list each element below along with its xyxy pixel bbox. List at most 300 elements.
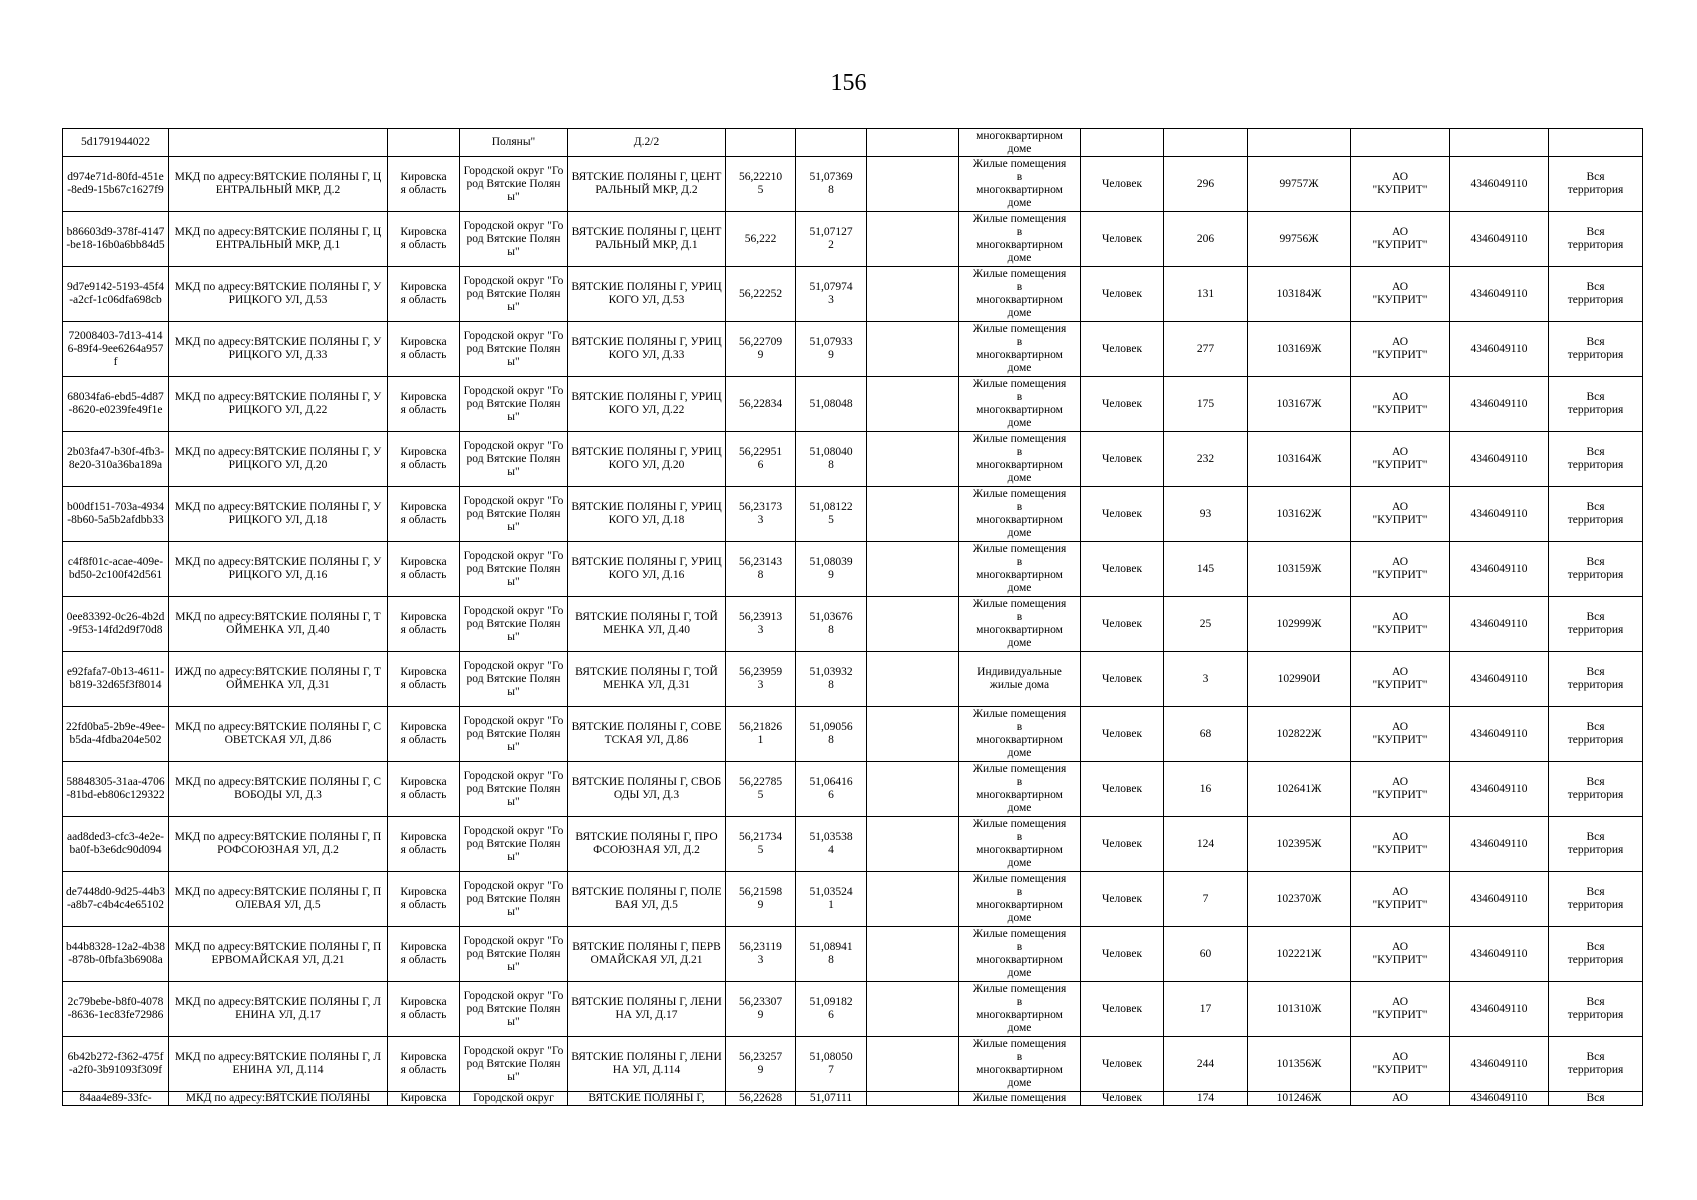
region-cell: Кировска я область	[388, 872, 460, 927]
longitude-cell: 51,07127 2	[796, 212, 867, 267]
count-cell: 131	[1164, 267, 1248, 322]
premises-type-cell: Индивидуальные жилые дома	[959, 652, 1081, 707]
longitude-cell: 51,08040 8	[796, 432, 867, 487]
object-name-cell: МКД по адресу:ВЯТСКИЕ ПОЛЯНЫ Г, ЦЕНТРАЛЬНЫЙ МКР, Д.2	[169, 157, 388, 212]
inn-cell: 4346049110	[1450, 377, 1549, 432]
object-code-cell: 103184Ж	[1248, 267, 1351, 322]
premises-type-cell: Жилые помещения в многоквартирном доме	[959, 707, 1081, 762]
latitude-cell: 56,23173 3	[726, 487, 796, 542]
empty-cell	[867, 487, 959, 542]
inn-cell: 4346049110	[1450, 927, 1549, 982]
object-id-cell: e92fafa7-0b13-4611-b819-32d65f3f8014	[63, 652, 169, 707]
longitude-cell	[796, 129, 867, 157]
latitude-cell: 56,22709 9	[726, 322, 796, 377]
unit-cell: Человек	[1081, 1037, 1164, 1092]
object-id-cell: 22fd0ba5-2b9e-49ee-b5da-4fdba204e502	[63, 707, 169, 762]
inn-cell: 4346049110	[1450, 1037, 1549, 1092]
territory-cell: Вся территория	[1549, 487, 1643, 542]
latitude-cell: 56,23119 3	[726, 927, 796, 982]
empty-cell	[867, 267, 959, 322]
organization-cell: АО "КУПРИТ"	[1351, 872, 1450, 927]
inn-cell: 4346049110	[1450, 1092, 1549, 1106]
premises-type-cell: Жилые помещения в многоквартирном доме	[959, 487, 1081, 542]
table-row	[63, 817, 1643, 872]
table-row	[63, 762, 1643, 817]
unit-cell: Человек	[1081, 377, 1164, 432]
object-code-cell: 103159Ж	[1248, 542, 1351, 597]
object-name-cell: МКД по адресу:ВЯТСКИЕ ПОЛЯНЫ Г, СОВЕТСКАЯ УЛ, Д.86	[169, 707, 388, 762]
address-cell: ВЯТСКИЕ ПОЛЯНЫ Г, ТОЙМЕНКА УЛ, Д.31	[568, 652, 726, 707]
count-cell: 3	[1164, 652, 1248, 707]
organization-cell: АО "КУПРИТ"	[1351, 817, 1450, 872]
territory-cell: Вся территория	[1549, 762, 1643, 817]
table-row	[63, 1037, 1643, 1092]
district-cell: Городской округ "Город Вятские Поляны"	[460, 157, 568, 212]
territory-cell: Вся территория	[1549, 817, 1643, 872]
object-id-cell: 2b03fa47-b30f-4fb3-8e20-310a36ba189a	[63, 432, 169, 487]
count-cell: 174	[1164, 1092, 1248, 1106]
inn-cell: 4346049110	[1450, 652, 1549, 707]
region-cell: Кировска я область	[388, 597, 460, 652]
premises-type-cell: Жилые помещения в многоквартирном доме	[959, 322, 1081, 377]
region-cell: Кировска я область	[388, 267, 460, 322]
table-row	[63, 542, 1643, 597]
territory-cell: Вся территория	[1549, 982, 1643, 1037]
object-id-cell: 58848305-31aa-4706-81bd-eb806c129322	[63, 762, 169, 817]
latitude-cell: 56,222	[726, 212, 796, 267]
object-name-cell: МКД по адресу:ВЯТСКИЕ ПОЛЯНЫ Г, УРИЦКОГО УЛ, Д.53	[169, 267, 388, 322]
region-cell: Кировска я область	[388, 487, 460, 542]
territory-cell: Вся территория	[1549, 542, 1643, 597]
object-code-cell: 99756Ж	[1248, 212, 1351, 267]
district-cell: Городской округ "Город Вятские Поляны"	[460, 927, 568, 982]
address-cell: ВЯТСКИЕ ПОЛЯНЫ Г, ЛЕНИНА УЛ, Д.17	[568, 982, 726, 1037]
address-cell: ВЯТСКИЕ ПОЛЯНЫ Г, УРИЦКОГО УЛ, Д.53	[568, 267, 726, 322]
district-cell: Городской округ "Город Вятские Поляны"	[460, 212, 568, 267]
latitude-cell: 56,22252	[726, 267, 796, 322]
address-cell: ВЯТСКИЕ ПОЛЯНЫ Г, СВОБОДЫ УЛ, Д.3	[568, 762, 726, 817]
territory-cell: Вся территория	[1549, 322, 1643, 377]
inn-cell: 4346049110	[1450, 762, 1549, 817]
latitude-cell: 56,22951 6	[726, 432, 796, 487]
unit-cell: Человек	[1081, 652, 1164, 707]
latitude-cell: 56,21826 1	[726, 707, 796, 762]
address-cell: ВЯТСКИЕ ПОЛЯНЫ Г, УРИЦКОГО УЛ, Д.20	[568, 432, 726, 487]
region-cell: Кировска я область	[388, 707, 460, 762]
object-code-cell: 102822Ж	[1248, 707, 1351, 762]
table-row	[63, 487, 1643, 542]
latitude-cell: 56,22210 5	[726, 157, 796, 212]
object-code-cell: 103169Ж	[1248, 322, 1351, 377]
inn-cell: 4346049110	[1450, 707, 1549, 762]
object-name-cell: МКД по адресу:ВЯТСКИЕ ПОЛЯНЫ Г, ЛЕНИНА УЛ, Д.17	[169, 982, 388, 1037]
organization-cell: АО "КУПРИТ"	[1351, 927, 1450, 982]
district-cell: Городской округ "Город Вятские Поляны"	[460, 377, 568, 432]
object-name-cell: МКД по адресу:ВЯТСКИЕ ПОЛЯНЫ Г, СВОБОДЫ УЛ, Д.3	[169, 762, 388, 817]
territory-cell: Вся территория	[1549, 267, 1643, 322]
latitude-cell: 56,23257 9	[726, 1037, 796, 1092]
table-row	[63, 377, 1643, 432]
region-cell: Кировска	[388, 1092, 460, 1106]
district-cell: Городской округ "Город Вятские Поляны"	[460, 1037, 568, 1092]
organization-cell: АО "КУПРИТ"	[1351, 212, 1450, 267]
longitude-cell: 51,03538 4	[796, 817, 867, 872]
territory-cell: Вся территория	[1549, 432, 1643, 487]
premises-type-cell: Жилые помещения в многоквартирном доме	[959, 1037, 1081, 1092]
inn-cell: 4346049110	[1450, 597, 1549, 652]
table-row	[63, 322, 1643, 377]
address-cell: ВЯТСКИЕ ПОЛЯНЫ Г, СОВЕТСКАЯ УЛ, Д.86	[568, 707, 726, 762]
object-id-cell: b00df151-703a-4934-8b60-5a5b2afdbb33	[63, 487, 169, 542]
object-id-cell: 9d7e9142-5193-45f4-a2cf-1c06dfa698cb	[63, 267, 169, 322]
table-row	[63, 212, 1643, 267]
registry-table-body	[63, 129, 1643, 1106]
district-cell: Городской округ "Город Вятские Поляны"	[460, 872, 568, 927]
territory-cell: Вся территория	[1549, 597, 1643, 652]
unit-cell: Человек	[1081, 707, 1164, 762]
object-id-cell: 84aa4e89-33fc-	[63, 1092, 169, 1106]
district-cell: Городской округ "Город Вятские Поляны"	[460, 982, 568, 1037]
premises-type-cell: Жилые помещения в многоквартирном доме	[959, 212, 1081, 267]
unit-cell: Человек	[1081, 817, 1164, 872]
unit-cell	[1081, 129, 1164, 157]
unit-cell: Человек	[1081, 872, 1164, 927]
unit-cell: Человек	[1081, 322, 1164, 377]
object-id-cell: 72008403-7d13-4146-89f4-9ee6264a957f	[63, 322, 169, 377]
count-cell: 244	[1164, 1037, 1248, 1092]
object-id-cell: b44b8328-12a2-4b38-878b-0fbfa3b6908a	[63, 927, 169, 982]
organization-cell: АО "КУПРИТ"	[1351, 982, 1450, 1037]
address-cell: ВЯТСКИЕ ПОЛЯНЫ Г, ТОЙМЕНКА УЛ, Д.40	[568, 597, 726, 652]
unit-cell: Человек	[1081, 542, 1164, 597]
object-code-cell: 103167Ж	[1248, 377, 1351, 432]
empty-cell	[867, 762, 959, 817]
object-code-cell: 99757Ж	[1248, 157, 1351, 212]
unit-cell: Человек	[1081, 267, 1164, 322]
premises-type-cell: Жилые помещения в многоквартирном доме	[959, 762, 1081, 817]
territory-cell: Вся территория	[1549, 927, 1643, 982]
region-cell	[388, 129, 460, 157]
empty-cell	[867, 129, 959, 157]
table-row	[63, 267, 1643, 322]
longitude-cell: 51,09056 8	[796, 707, 867, 762]
unit-cell: Человек	[1081, 927, 1164, 982]
table-row	[63, 652, 1643, 707]
longitude-cell: 51,03524 1	[796, 872, 867, 927]
count-cell: 25	[1164, 597, 1248, 652]
count-cell: 277	[1164, 322, 1248, 377]
premises-type-cell: многоквартирном доме	[959, 129, 1081, 157]
table-row	[63, 982, 1643, 1037]
address-cell: Д.2/2	[568, 129, 726, 157]
organization-cell: АО "КУПРИТ"	[1351, 597, 1450, 652]
unit-cell: Человек	[1081, 597, 1164, 652]
object-name-cell: МКД по адресу:ВЯТСКИЕ ПОЛЯНЫ Г, ПЕРВОМАЙСКАЯ УЛ, Д.21	[169, 927, 388, 982]
count-cell: 296	[1164, 157, 1248, 212]
organization-cell: АО "КУПРИТ"	[1351, 652, 1450, 707]
premises-type-cell: Жилые помещения в многоквартирном доме	[959, 542, 1081, 597]
page-number: 156	[830, 70, 867, 96]
inn-cell: 4346049110	[1450, 267, 1549, 322]
object-id-cell: 0ee83392-0c26-4b2d-9f53-14fd2d9f70d8	[63, 597, 169, 652]
empty-cell	[867, 322, 959, 377]
region-cell: Кировска я область	[388, 982, 460, 1037]
organization-cell: АО "КУПРИТ"	[1351, 432, 1450, 487]
district-cell: Городской округ "Город Вятские Поляны"	[460, 817, 568, 872]
inn-cell	[1450, 129, 1549, 157]
latitude-cell	[726, 129, 796, 157]
object-name-cell: МКД по адресу:ВЯТСКИЕ ПОЛЯНЫ Г, УРИЦКОГО УЛ, Д.16	[169, 542, 388, 597]
latitude-cell: 56,23143 8	[726, 542, 796, 597]
longitude-cell: 51,07974 3	[796, 267, 867, 322]
district-cell: Городской округ "Город Вятские Поляны"	[460, 762, 568, 817]
region-cell: Кировска я область	[388, 212, 460, 267]
premises-type-cell: Жилые помещения в многоквартирном доме	[959, 377, 1081, 432]
territory-cell: Вся территория	[1549, 707, 1643, 762]
count-cell	[1164, 129, 1248, 157]
district-cell: Городской округ "Город Вятские Поляны"	[460, 487, 568, 542]
object-id-cell: b86603d9-378f-4147-be18-16b0a6bb84d5	[63, 212, 169, 267]
territory-cell: Вся территория	[1549, 212, 1643, 267]
longitude-cell: 51,03676 8	[796, 597, 867, 652]
object-code-cell: 102221Ж	[1248, 927, 1351, 982]
premises-type-cell: Жилые помещения в многоквартирном доме	[959, 927, 1081, 982]
table-row	[63, 597, 1643, 652]
inn-cell: 4346049110	[1450, 157, 1549, 212]
empty-cell	[867, 927, 959, 982]
count-cell: 175	[1164, 377, 1248, 432]
object-id-cell: aad8ded3-cfc3-4e2e-ba0f-b3e6dc90d094	[63, 817, 169, 872]
inn-cell: 4346049110	[1450, 817, 1549, 872]
premises-type-cell: Жилые помещения в многоквартирном доме	[959, 432, 1081, 487]
inn-cell: 4346049110	[1450, 542, 1549, 597]
address-cell: ВЯТСКИЕ ПОЛЯНЫ Г, ЛЕНИНА УЛ, Д.114	[568, 1037, 726, 1092]
unit-cell: Человек	[1081, 487, 1164, 542]
address-cell: ВЯТСКИЕ ПОЛЯНЫ Г, ЦЕНТРАЛЬНЫЙ МКР, Д.2	[568, 157, 726, 212]
object-name-cell: МКД по адресу:ВЯТСКИЕ ПОЛЯНЫ Г, ПОЛЕВАЯ УЛ, Д.5	[169, 872, 388, 927]
unit-cell: Человек	[1081, 212, 1164, 267]
territory-cell	[1549, 129, 1643, 157]
latitude-cell: 56,21734 5	[726, 817, 796, 872]
organization-cell: АО "КУПРИТ"	[1351, 542, 1450, 597]
latitude-cell: 56,23307 9	[726, 982, 796, 1037]
object-id-cell: c4f8f01c-acae-409e-bd50-2c100f42d561	[63, 542, 169, 597]
district-cell: Городской округ "Город Вятские Поляны"	[460, 542, 568, 597]
inn-cell: 4346049110	[1450, 432, 1549, 487]
object-code-cell: 103164Ж	[1248, 432, 1351, 487]
count-cell: 60	[1164, 927, 1248, 982]
object-code-cell: 103162Ж	[1248, 487, 1351, 542]
latitude-cell: 56,22628	[726, 1092, 796, 1106]
object-id-cell: 2c79bebe-b8f0-4078-8636-1ec83fe72986	[63, 982, 169, 1037]
longitude-cell: 51,07369 8	[796, 157, 867, 212]
table-row	[63, 707, 1643, 762]
table-row	[63, 1092, 1643, 1106]
territory-cell: Вся территория	[1549, 157, 1643, 212]
inn-cell: 4346049110	[1450, 212, 1549, 267]
object-code-cell	[1248, 129, 1351, 157]
organization-cell: АО "КУПРИТ"	[1351, 487, 1450, 542]
count-cell: 145	[1164, 542, 1248, 597]
empty-cell	[867, 707, 959, 762]
count-cell: 7	[1164, 872, 1248, 927]
inn-cell: 4346049110	[1450, 982, 1549, 1037]
longitude-cell: 51,08941 8	[796, 927, 867, 982]
empty-cell	[867, 157, 959, 212]
premises-type-cell: Жилые помещения в многоквартирном доме	[959, 597, 1081, 652]
region-cell: Кировска я область	[388, 817, 460, 872]
premises-type-cell: Жилые помещения в многоквартирном доме	[959, 157, 1081, 212]
organization-cell: АО "КУПРИТ"	[1351, 322, 1450, 377]
premises-type-cell: Жилые помещения в многоквартирном доме	[959, 872, 1081, 927]
table-row	[63, 157, 1643, 212]
longitude-cell: 51,08048	[796, 377, 867, 432]
table-row	[63, 927, 1643, 982]
latitude-cell: 56,21598 9	[726, 872, 796, 927]
organization-cell	[1351, 129, 1450, 157]
district-cell: Городской округ "Город Вятские Поляны"	[460, 432, 568, 487]
object-name-cell: МКД по адресу:ВЯТСКИЕ ПОЛЯНЫ Г, УРИЦКОГО УЛ, Д.22	[169, 377, 388, 432]
object-code-cell: 101246Ж	[1248, 1092, 1351, 1106]
region-cell: Кировска я область	[388, 652, 460, 707]
count-cell: 232	[1164, 432, 1248, 487]
empty-cell	[867, 597, 959, 652]
inn-cell: 4346049110	[1450, 487, 1549, 542]
object-id-cell: de7448d0-9d25-44b3-a8b7-c4b4c4e65102	[63, 872, 169, 927]
object-code-cell: 102395Ж	[1248, 817, 1351, 872]
unit-cell: Человек	[1081, 432, 1164, 487]
address-cell: ВЯТСКИЕ ПОЛЯНЫ Г, УРИЦКОГО УЛ, Д.16	[568, 542, 726, 597]
empty-cell	[867, 377, 959, 432]
table-row	[63, 432, 1643, 487]
premises-type-cell: Жилые помещения в многоквартирном доме	[959, 982, 1081, 1037]
organization-cell: АО "КУПРИТ"	[1351, 267, 1450, 322]
empty-cell	[867, 982, 959, 1037]
empty-cell	[867, 1092, 959, 1106]
count-cell: 16	[1164, 762, 1248, 817]
object-id-cell: d974e71d-80fd-451e-8ed9-15b67c1627f9	[63, 157, 169, 212]
object-name-cell	[169, 129, 388, 157]
district-cell: Городской округ "Город Вятские Поляны"	[460, 707, 568, 762]
address-cell: ВЯТСКИЕ ПОЛЯНЫ Г, ПРОФСОЮЗНАЯ УЛ, Д.2	[568, 817, 726, 872]
region-cell: Кировска я область	[388, 322, 460, 377]
address-cell: ВЯТСКИЕ ПОЛЯНЫ Г, УРИЦКОГО УЛ, Д.33	[568, 322, 726, 377]
empty-cell	[867, 1037, 959, 1092]
object-id-cell: 6b42b272-f362-475f-a2f0-3b91093f309f	[63, 1037, 169, 1092]
district-cell: Городской округ "Город Вятские Поляны"	[460, 597, 568, 652]
organization-cell: АО "КУПРИТ"	[1351, 1037, 1450, 1092]
object-id-cell: 5d1791944022	[63, 129, 169, 157]
address-cell: ВЯТСКИЕ ПОЛЯНЫ Г,	[568, 1092, 726, 1106]
territory-cell: Вся территория	[1549, 872, 1643, 927]
registry-table	[62, 128, 1643, 1106]
longitude-cell: 51,07933 9	[796, 322, 867, 377]
region-cell: Кировска я область	[388, 542, 460, 597]
count-cell: 206	[1164, 212, 1248, 267]
object-name-cell: МКД по адресу:ВЯТСКИЕ ПОЛЯНЫ Г, УРИЦКОГО УЛ, Д.20	[169, 432, 388, 487]
object-code-cell: 102641Ж	[1248, 762, 1351, 817]
latitude-cell: 56,22785 5	[726, 762, 796, 817]
region-cell: Кировска я область	[388, 432, 460, 487]
count-cell: 124	[1164, 817, 1248, 872]
premises-type-cell: Жилые помещения	[959, 1092, 1081, 1106]
latitude-cell: 56,22834	[726, 377, 796, 432]
address-cell: ВЯТСКИЕ ПОЛЯНЫ Г, ПОЛЕВАЯ УЛ, Д.5	[568, 872, 726, 927]
object-name-cell: МКД по адресу:ВЯТСКИЕ ПОЛЯНЫ Г, УРИЦКОГО УЛ, Д.18	[169, 487, 388, 542]
unit-cell: Человек	[1081, 762, 1164, 817]
empty-cell	[867, 542, 959, 597]
district-cell: Городской округ "Город Вятские Поляны"	[460, 322, 568, 377]
territory-cell: Вся территория	[1549, 377, 1643, 432]
premises-type-cell: Жилые помещения в многоквартирном доме	[959, 817, 1081, 872]
region-cell: Кировска я область	[388, 927, 460, 982]
organization-cell: АО "КУПРИТ"	[1351, 377, 1450, 432]
unit-cell: Человек	[1081, 1092, 1164, 1106]
district-cell: Городской округ "Город Вятские Поляны"	[460, 267, 568, 322]
territory-cell: Вся территория	[1549, 1037, 1643, 1092]
object-name-cell: МКД по адресу:ВЯТСКИЕ ПОЛЯНЫ Г, ПРОФСОЮЗНАЯ УЛ, Д.2	[169, 817, 388, 872]
object-name-cell: МКД по адресу:ВЯТСКИЕ ПОЛЯНЫ	[169, 1092, 388, 1106]
organization-cell: АО "КУПРИТ"	[1351, 762, 1450, 817]
unit-cell: Человек	[1081, 982, 1164, 1037]
address-cell: ВЯТСКИЕ ПОЛЯНЫ Г, ЦЕНТРАЛЬНЫЙ МКР, Д.1	[568, 212, 726, 267]
longitude-cell: 51,08050 7	[796, 1037, 867, 1092]
address-cell: ВЯТСКИЕ ПОЛЯНЫ Г, УРИЦКОГО УЛ, Д.22	[568, 377, 726, 432]
longitude-cell: 51,08122 5	[796, 487, 867, 542]
longitude-cell: 51,06416 6	[796, 762, 867, 817]
inn-cell: 4346049110	[1450, 872, 1549, 927]
object-name-cell: МКД по адресу:ВЯТСКИЕ ПОЛЯНЫ Г, ТОЙМЕНКА УЛ, Д.40	[169, 597, 388, 652]
object-code-cell: 101356Ж	[1248, 1037, 1351, 1092]
object-name-cell: МКД по адресу:ВЯТСКИЕ ПОЛЯНЫ Г, УРИЦКОГО УЛ, Д.33	[169, 322, 388, 377]
count-cell: 93	[1164, 487, 1248, 542]
object-name-cell: МКД по адресу:ВЯТСКИЕ ПОЛЯНЫ Г, ЦЕНТРАЛЬНЫЙ МКР, Д.1	[169, 212, 388, 267]
district-cell: Городской округ "Город Вятские Поляны"	[460, 652, 568, 707]
longitude-cell: 51,03932 8	[796, 652, 867, 707]
empty-cell	[867, 817, 959, 872]
premises-type-cell: Жилые помещения в многоквартирном доме	[959, 267, 1081, 322]
longitude-cell: 51,07111	[796, 1092, 867, 1106]
district-cell: Поляны"	[460, 129, 568, 157]
object-code-cell: 102999Ж	[1248, 597, 1351, 652]
organization-cell: АО "КУПРИТ"	[1351, 157, 1450, 212]
table-row	[63, 129, 1643, 157]
address-cell: ВЯТСКИЕ ПОЛЯНЫ Г, УРИЦКОГО УЛ, Д.18	[568, 487, 726, 542]
empty-cell	[867, 212, 959, 267]
object-name-cell: ИЖД по адресу:ВЯТСКИЕ ПОЛЯНЫ Г, ТОЙМЕНКА УЛ, Д.31	[169, 652, 388, 707]
object-name-cell: МКД по адресу:ВЯТСКИЕ ПОЛЯНЫ Г, ЛЕНИНА УЛ, Д.114	[169, 1037, 388, 1092]
empty-cell	[867, 652, 959, 707]
organization-cell: АО "КУПРИТ"	[1351, 707, 1450, 762]
address-cell: ВЯТСКИЕ ПОЛЯНЫ Г, ПЕРВОМАЙСКАЯ УЛ, Д.21	[568, 927, 726, 982]
inn-cell: 4346049110	[1450, 322, 1549, 377]
organization-cell: АО	[1351, 1092, 1450, 1106]
object-code-cell: 101310Ж	[1248, 982, 1351, 1037]
table-row	[63, 872, 1643, 927]
region-cell: Кировска я область	[388, 762, 460, 817]
latitude-cell: 56,23913 3	[726, 597, 796, 652]
territory-cell: Вся территория	[1549, 652, 1643, 707]
region-cell: Кировска я область	[388, 1037, 460, 1092]
object-code-cell: 102370Ж	[1248, 872, 1351, 927]
district-cell: Городской округ	[460, 1092, 568, 1106]
longitude-cell: 51,08039 9	[796, 542, 867, 597]
empty-cell	[867, 872, 959, 927]
longitude-cell: 51,09182 6	[796, 982, 867, 1037]
unit-cell: Человек	[1081, 157, 1164, 212]
count-cell: 17	[1164, 982, 1248, 1037]
region-cell: Кировска я область	[388, 157, 460, 212]
